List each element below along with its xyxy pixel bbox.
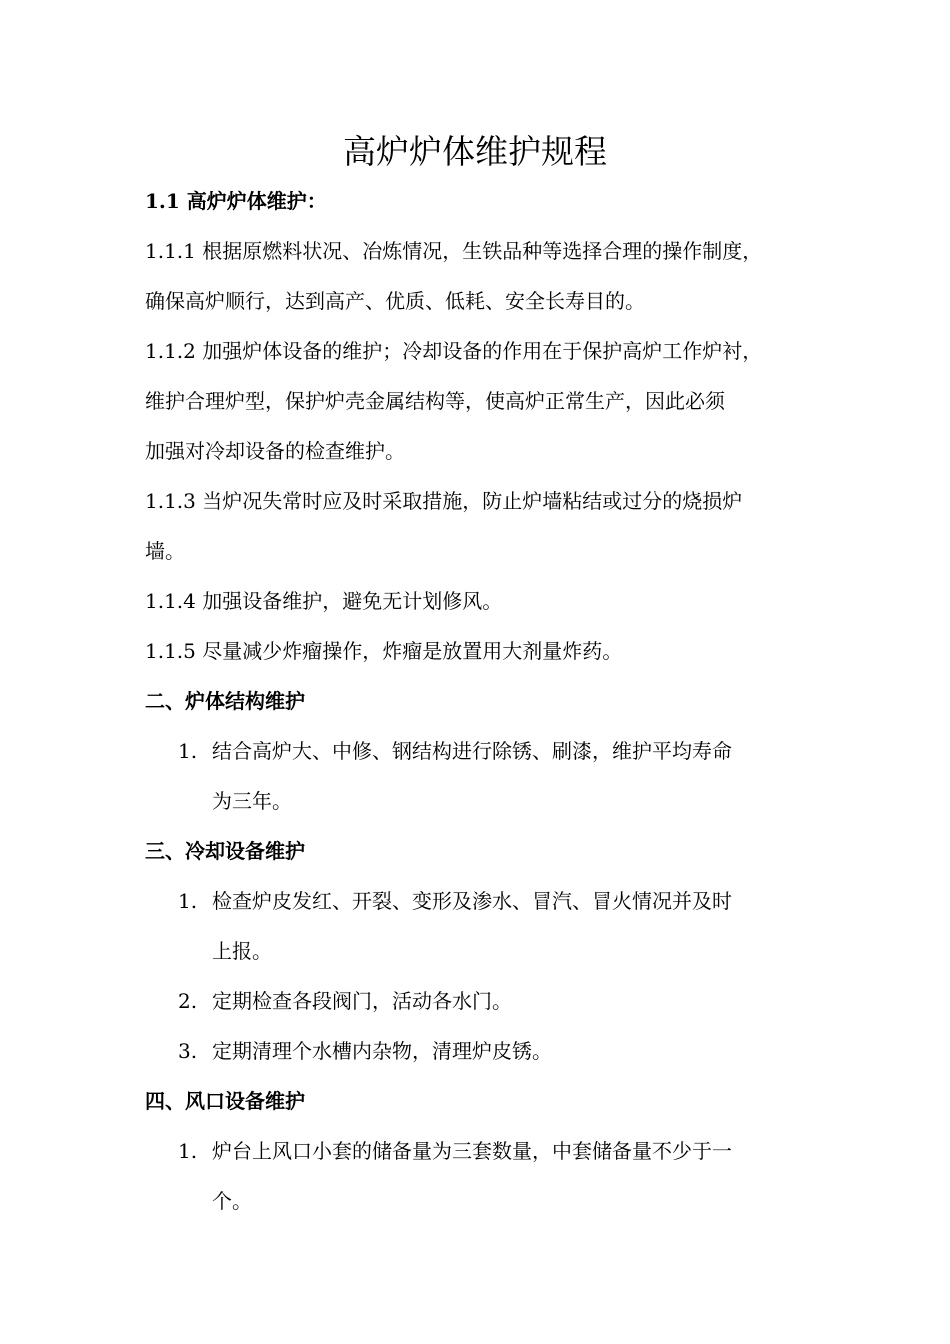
paragraph-1-1-2-line-2: 维护合理炉型，保护炉壳金属结构等，使高炉正常生产，因此必须 [145, 389, 725, 413]
list-item-line-1: 炉台上风口小套的储备量为三套数量，中套储备量不少于一 [212, 1139, 732, 1163]
list-item-line-2: 为三年。 [212, 789, 292, 813]
list-item-line-2: 个。 [212, 1189, 252, 1213]
document-title: 高炉炉体维护规程 [343, 132, 607, 171]
list-item-number: 3. [178, 1039, 198, 1063]
paragraph-1-1-4: 1.1.4 加强设备维护，避免无计划修风。 [145, 589, 503, 613]
paragraph-1-1-2-line-3: 加强对冷却设备的检查维护。 [145, 439, 405, 463]
list-item-line-1: 定期清理个水槽内杂物，清理炉皮锈。 [212, 1039, 552, 1063]
paragraph-1-1-1-line-1: 1.1.1 根据原燃料状况、冶炼情况，生铁品种等选择合理的操作制度， [145, 239, 763, 263]
list-item-line-1: 结合高炉大、中修、钢结构进行除锈、刷漆，维护平均寿命 [212, 739, 732, 763]
section-1-1-heading: 1.1 高炉炉体维护： [145, 189, 327, 213]
paragraph-1-1-1-line-2: 确保高炉顺行，达到高产、优质、低耗、安全长寿目的。 [145, 289, 645, 313]
section-4-heading: 四、风口设备维护 [145, 1089, 305, 1113]
list-item-number: 2. [178, 989, 198, 1013]
list-item-number: 1. [178, 889, 198, 913]
section-3-heading: 三、冷却设备维护 [145, 839, 305, 863]
list-item-line-1: 定期检查各段阀门，活动各水门。 [212, 989, 512, 1013]
list-item-line-1: 检查炉皮发红、开裂、变形及渗水、冒汽、冒火情况并及时 [212, 889, 732, 913]
section-2-heading: 二、炉体结构维护 [145, 689, 305, 713]
paragraph-1-1-5: 1.1.5 尽量减少炸瘤操作，炸瘤是放置用大剂量炸药。 [145, 639, 623, 663]
list-item-number: 1. [178, 1139, 198, 1163]
list-item-number: 1. [178, 739, 198, 763]
paragraph-1-1-3-line-2: 墙。 [145, 539, 185, 563]
paragraph-1-1-3-line-1: 1.1.3 当炉况失常时应及时采取措施，防止炉墙粘结或过分的烧损炉 [145, 489, 743, 513]
paragraph-1-1-2-line-1: 1.1.2 加强炉体设备的维护；冷却设备的作用在于保护高炉工作炉衬， [145, 339, 763, 363]
list-item-line-2: 上报。 [212, 939, 272, 963]
